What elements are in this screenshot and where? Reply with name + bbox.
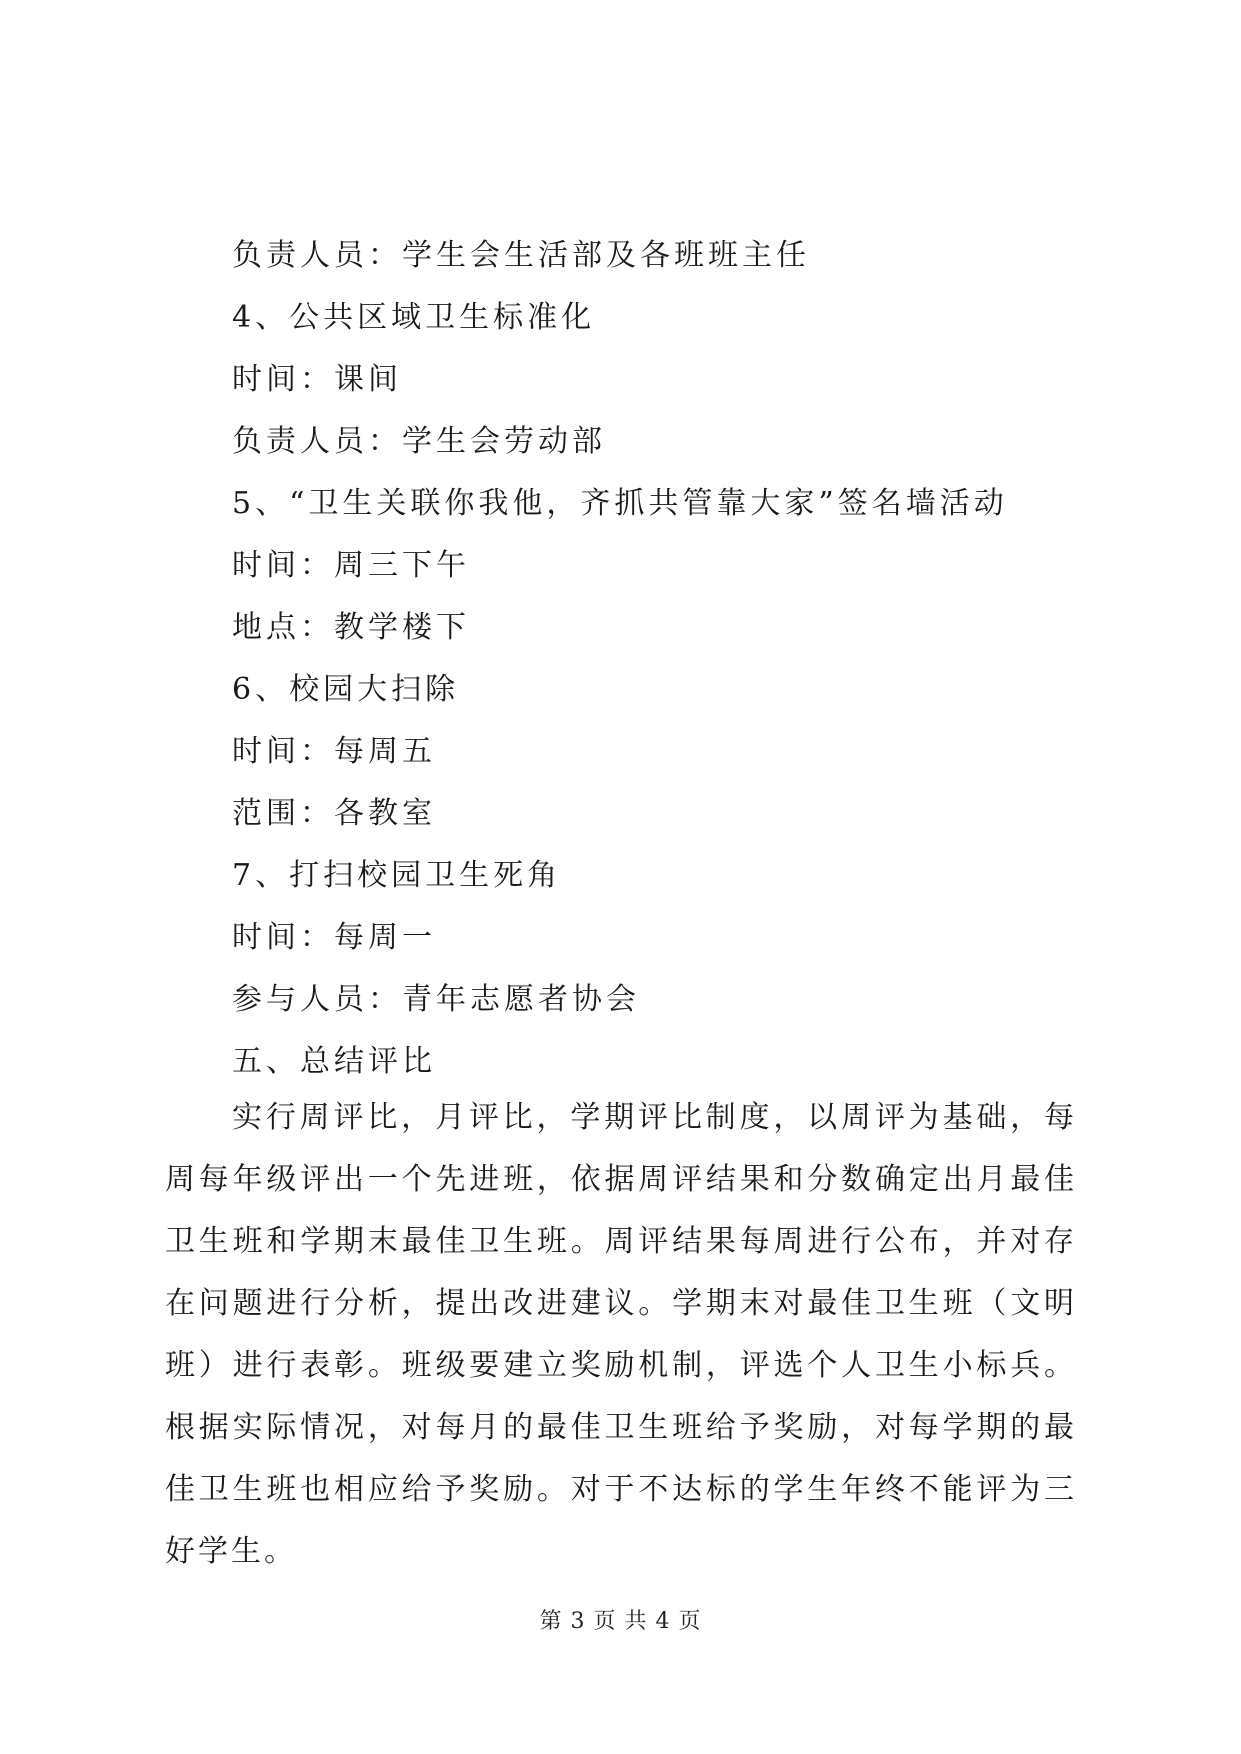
- item-7-time: 时间：每周一: [232, 920, 436, 955]
- item-5-heading: 5、“卫生关联你我他，齐抓共管靠大家”签名墙活动: [232, 486, 1008, 521]
- item-6-time: 时间：每周五: [232, 734, 436, 769]
- item-5-time: 时间：周三下午: [232, 548, 470, 583]
- item-7-participants: 参与人员：青年志愿者协会: [232, 982, 640, 1017]
- item-5-location: 地点：教学楼下: [232, 610, 470, 645]
- item-4-time: 时间：课间: [232, 362, 402, 397]
- evaluation-paragraph: 实行周评比，月评比，学期评比制度，以周评为基础，每周每年级评出一个先进班，依据周评结果和分数确定出月最佳卫生班和学期末最佳卫生班。周评结果每周进行公布，并对存在问题进行分析，提出改进建议。学期末对最佳卫生班（文明班）进行表彰。班级要建立奖励机制，评选个人卫生小标兵。根据实际情况，对每月的最佳卫生班给予奖励，对每学期的最佳卫生班也相应给予奖励。对于不达标的学生年终不能评为三好学生。: [165, 1100, 1077, 1569]
- item-6-scope: 范围：各教室: [232, 796, 436, 831]
- item-4-heading: 4、公共区域卫生标准化: [232, 300, 596, 335]
- responsible-staff-line: 负责人员：学生会生活部及各班班主任: [232, 238, 810, 273]
- item-4-responsible: 负责人员：学生会劳动部: [232, 424, 606, 459]
- page-footer: 第 3 页 共 4 页: [539, 1609, 702, 1634]
- item-6-heading: 6、校园大扫除: [232, 672, 460, 707]
- section-5-heading: 五、总结评比: [232, 1044, 436, 1079]
- item-7-heading: 7、打扫校园卫生死角: [232, 858, 562, 893]
